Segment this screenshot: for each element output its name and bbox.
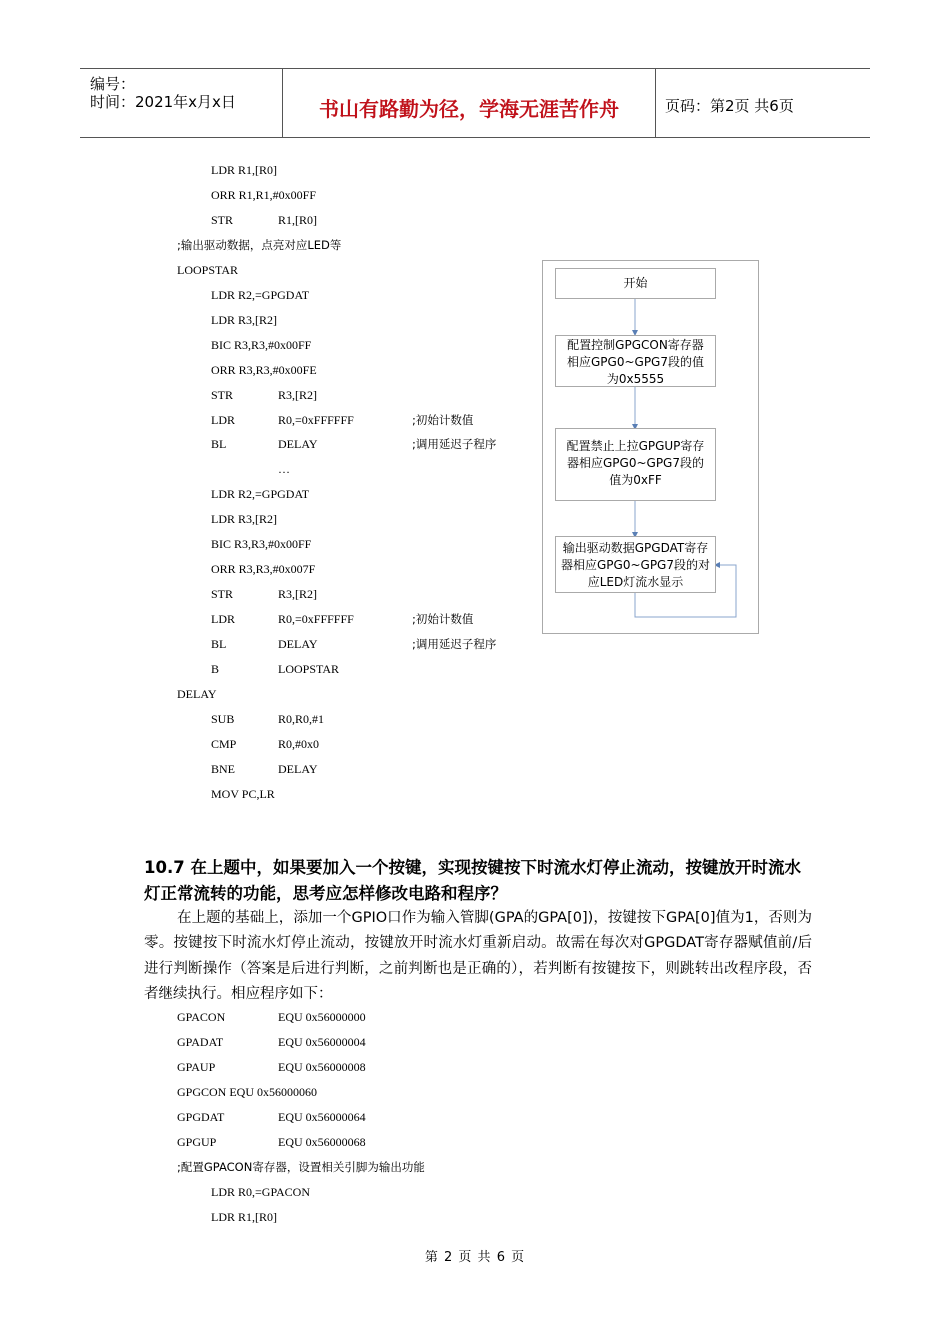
code-line — [0, 609, 540, 629]
code-instruction: BIC R3,R3,#0x00FF — [211, 537, 312, 552]
code-line — [0, 484, 540, 504]
code-operand: R0,=0xFFFFFF — [278, 612, 354, 627]
code-instruction: LDR R2,=GPGDAT — [211, 487, 310, 502]
header-motto: 书山有路勤为径，学海无涯苦作舟 — [319, 97, 619, 121]
code-operand: EQU 0x56000064 — [278, 1109, 366, 1124]
code-line — [0, 1082, 540, 1102]
code-instruction: B — [211, 662, 220, 676]
code-operand: R0,=0xFFFFFF — [278, 412, 354, 427]
code-instruction: STR — [211, 212, 234, 227]
code-line — [0, 709, 540, 729]
code-instruction: BL — [211, 437, 227, 452]
code-line — [0, 459, 540, 479]
code-operand: EQU 0x56000008 — [278, 1059, 366, 1074]
code-instruction: CMP — [211, 736, 237, 751]
answer-paragraph — [144, 906, 812, 1007]
question-title: 10.7 在上题中，如果要加入一个按键，实现按键按下时流水灯停止流动，按键放开时流水灯正常流转的功能，思考应怎样修改电路和程序？ — [144, 858, 801, 903]
code-operand: R0,R0,#1 — [278, 711, 325, 726]
code-label: ;输出驱动数据，点亮对应LED等 — [177, 237, 342, 252]
code-label: LOOPSTAR — [177, 262, 239, 277]
code-line — [0, 1157, 540, 1177]
code-operand: DELAY — [278, 637, 318, 652]
code-line — [0, 235, 540, 255]
page-footer: 第 2 页 共 6 页 — [424, 1250, 526, 1265]
code-line — [0, 1182, 540, 1202]
code-label: DELAY — [177, 686, 217, 701]
code-label: GPAUP — [177, 1059, 216, 1074]
code-line — [0, 634, 540, 654]
code-line — [0, 310, 540, 330]
code-line — [0, 1132, 540, 1152]
code-label: GPADAT — [177, 1034, 224, 1049]
code-instruction: LDR R1,[R0] — [211, 163, 277, 177]
code-line — [0, 559, 540, 579]
code-operand: DELAY — [278, 761, 318, 776]
flow-step1-box: 配置控制GPGCON寄存器相应GPG0~GPG7段的值为0x5555 — [555, 335, 716, 387]
code-line — [0, 1057, 540, 1077]
flow-step3-box: 输出驱动数据GPGDAT寄存器相应GPG0~GPG7段的对应LED灯流水显示 — [555, 536, 716, 593]
code-instruction: LDR — [211, 412, 235, 427]
code-line — [0, 684, 540, 704]
document-number: 编号： — [90, 75, 136, 93]
code-instruction: SUB — [211, 711, 235, 726]
code-line — [0, 210, 540, 230]
code-operand: EQU 0x56000000 — [278, 1010, 366, 1024]
header-left-cell — [80, 69, 282, 137]
answer-text: 在上题的基础上，添加一个GPIO口作为输入管脚(GPA的GPA[0])，按键按下GPA[0]值为1，否则为零。按键按下时流水灯停止流动，按键放开时流水灯重新启动。故需在每次对GPGDAT寄存器赋值前/后进行判断操作（答案是后进行判断，之前判断也是正确的），若判断有按键按下，则跳转出改程序段，否者继续执行。相应程序如下： — [144, 910, 812, 1002]
code-line — [0, 160, 540, 180]
code-operand: LOOPSTAR — [278, 662, 340, 676]
code-line — [0, 534, 540, 554]
code-instruction: ORR R1,R1,#0x00FF — [211, 187, 317, 202]
code-line — [0, 285, 540, 305]
code-line — [0, 584, 540, 604]
code-instruction: ORR R3,R3,#0x00FE — [211, 362, 317, 377]
flowchart — [542, 260, 759, 634]
code-operand: R1,[R0] — [278, 212, 317, 227]
code-label: GPGDAT — [177, 1109, 225, 1124]
code-line — [0, 1207, 540, 1227]
code-instruction: LDR R1,[R0] — [211, 1209, 277, 1224]
code-line — [0, 335, 540, 355]
code-line — [0, 784, 540, 804]
code-instruction: MOV PC,LR — [211, 786, 275, 801]
code-instruction: STR — [211, 387, 234, 402]
code-line — [0, 659, 540, 679]
flow-start-box: 开始 — [555, 268, 716, 299]
code-comment: ;调用延迟子程序 — [412, 637, 497, 652]
code-line — [0, 360, 540, 380]
code-comment: ;初始计数值 — [412, 612, 474, 627]
code-instruction: BNE — [211, 761, 235, 776]
page-header — [80, 68, 870, 138]
code-instruction: LDR — [211, 612, 235, 627]
code-line — [0, 185, 540, 205]
code-line — [0, 509, 540, 529]
code-line — [0, 1007, 540, 1027]
code-label: GPGCON EQU 0x56000060 — [177, 1084, 318, 1099]
code-operand: DELAY — [278, 437, 318, 452]
header-right-cell — [655, 69, 870, 137]
code-operand: R0,#0x0 — [278, 736, 320, 751]
code-instruction: STR — [211, 587, 234, 602]
code-line — [0, 1032, 540, 1052]
code-operand: R3,[R2] — [278, 387, 317, 402]
code-line — [0, 759, 540, 779]
code-instruction: ORR R3,R3,#0x007F — [211, 562, 316, 577]
code-instruction: LDR R0,=GPACON — [211, 1184, 311, 1199]
code-label: GPACON — [177, 1010, 226, 1024]
code-label: GPGUP — [177, 1134, 217, 1149]
code-instruction: BIC R3,R3,#0x00FF — [211, 337, 312, 352]
code-operand: R3,[R2] — [278, 587, 317, 602]
code-comment: ;初始计数值 — [412, 412, 474, 427]
code-comment: ;调用延迟子程序 — [412, 437, 497, 452]
code-line — [0, 410, 540, 430]
code-operand: EQU 0x56000068 — [278, 1134, 366, 1149]
code-line — [0, 385, 540, 405]
code-instruction: LDR R3,[R2] — [211, 512, 277, 527]
code-label: ;配置GPACON寄存器，设置相关引脚为输出功能 — [177, 1159, 425, 1174]
code-line — [0, 734, 540, 754]
header-center-cell — [282, 69, 656, 137]
code-operand: EQU 0x56000004 — [278, 1034, 366, 1049]
code-line — [0, 1107, 540, 1127]
code-line — [0, 260, 540, 280]
flow-step2-box: 配置禁止上拉GPGUP寄存器相应GPG0~GPG7段的值为0xFF — [555, 428, 716, 501]
code-line — [0, 434, 540, 454]
code-instruction: LDR R2,=GPGDAT — [211, 287, 310, 302]
document-date: 时间：2021年x月x日 — [90, 93, 236, 111]
header-page-info: 页码：第2页 共6页 — [665, 97, 794, 115]
code-operand: … — [278, 462, 290, 477]
code-instruction: LDR R3,[R2] — [211, 312, 277, 327]
code-instruction: BL — [211, 637, 227, 652]
